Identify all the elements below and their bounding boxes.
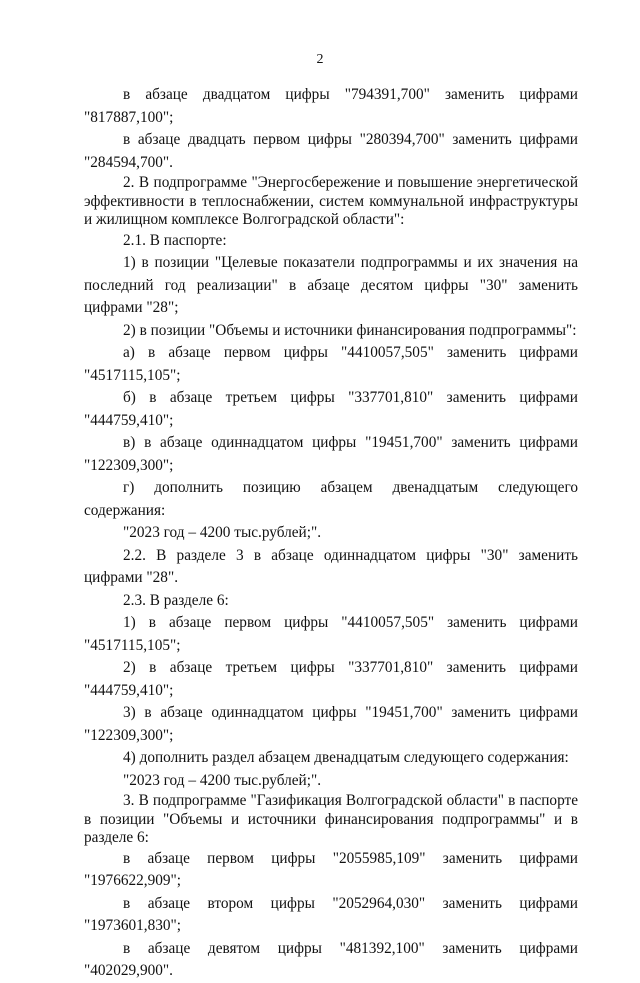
paragraph: в абзаце двадцатом цифры "794391,700" заменить цифрами "817887,100"; [84,86,578,126]
paragraph: 2.3. В разделе 6: [123,591,229,609]
paragraph: в абзаце первом цифры "2055985,109" заменить цифрами "1976622,909"; [84,849,578,889]
paragraph: в абзаце втором цифры "2052964,030" заменить цифрами "1973601,830"; [84,894,578,934]
paragraph: "2023 год – 4200 тыс.рублей;". [123,524,322,541]
paragraph: в) в абзаце одиннадцатом цифры "19451,700" заменить цифрами "122309,300"; [84,434,578,474]
paragraph: "2023 год – 4200 тыс.рублей;". [123,771,322,789]
paragraph: 3. В подпрограмме "Газификация Волгоградской области" в паспорте в позиции "Объемы и источники финансирования подпрограммы" и в разделе 6: [84,792,578,846]
page-number: 2 [316,52,324,67]
paragraph: б) в абзаце третьем цифры "337701,810" заменить цифрами "444759,410"; [84,389,578,429]
paragraph: в абзаце девятом цифры "481392,100" заменить цифрами "402029,900". [84,939,578,979]
paragraph: 2.1. В паспорте: [123,231,227,249]
paragraph: 2) в позиции "Объемы и источники финансирования подпрограммы": [123,321,577,339]
document-body [84,84,578,983]
paragraph: 1) в позиции "Целевые показатели подпрограммы и их значения на последний год реализации" в абзаце десятом цифры "30" заменить цифрами "28"; [84,254,578,316]
paragraph: 2.2. В разделе 3 в абзаце одиннадцатом цифры "30" заменить цифрами "28". [84,546,578,586]
paragraph: в абзаце двадцать первом цифры "280394,700" заменить цифрами "284594,700". [84,131,578,171]
paragraph: а) в абзаце первом цифры "4410057,505" заменить цифрами "4517115,105"; [84,344,578,384]
paragraph: 1) в абзаце первом цифры "4410057,505" заменить цифрами "4517115,105"; [84,614,578,654]
paragraph: 2. В подпрограмме "Энергосбережение и повышение энергетической эффективности в теплоснабжении, систем коммунальной инфраструктуры и жилищном комплексе Волгоградской области": [84,174,578,228]
paragraph: 3) в абзаце одиннадцатом цифры "19451,700" заменить цифрами "122309,300"; [84,704,578,744]
paragraph: 2) в абзаце третьем цифры "337701,810" заменить цифрами "444759,410"; [84,659,578,699]
paragraph: 4) дополнить раздел абзацем двенадцатым следующего содержания: [123,749,569,766]
paragraph: г) дополнить позицию абзацем двенадцатым следующего содержания: [84,479,578,519]
